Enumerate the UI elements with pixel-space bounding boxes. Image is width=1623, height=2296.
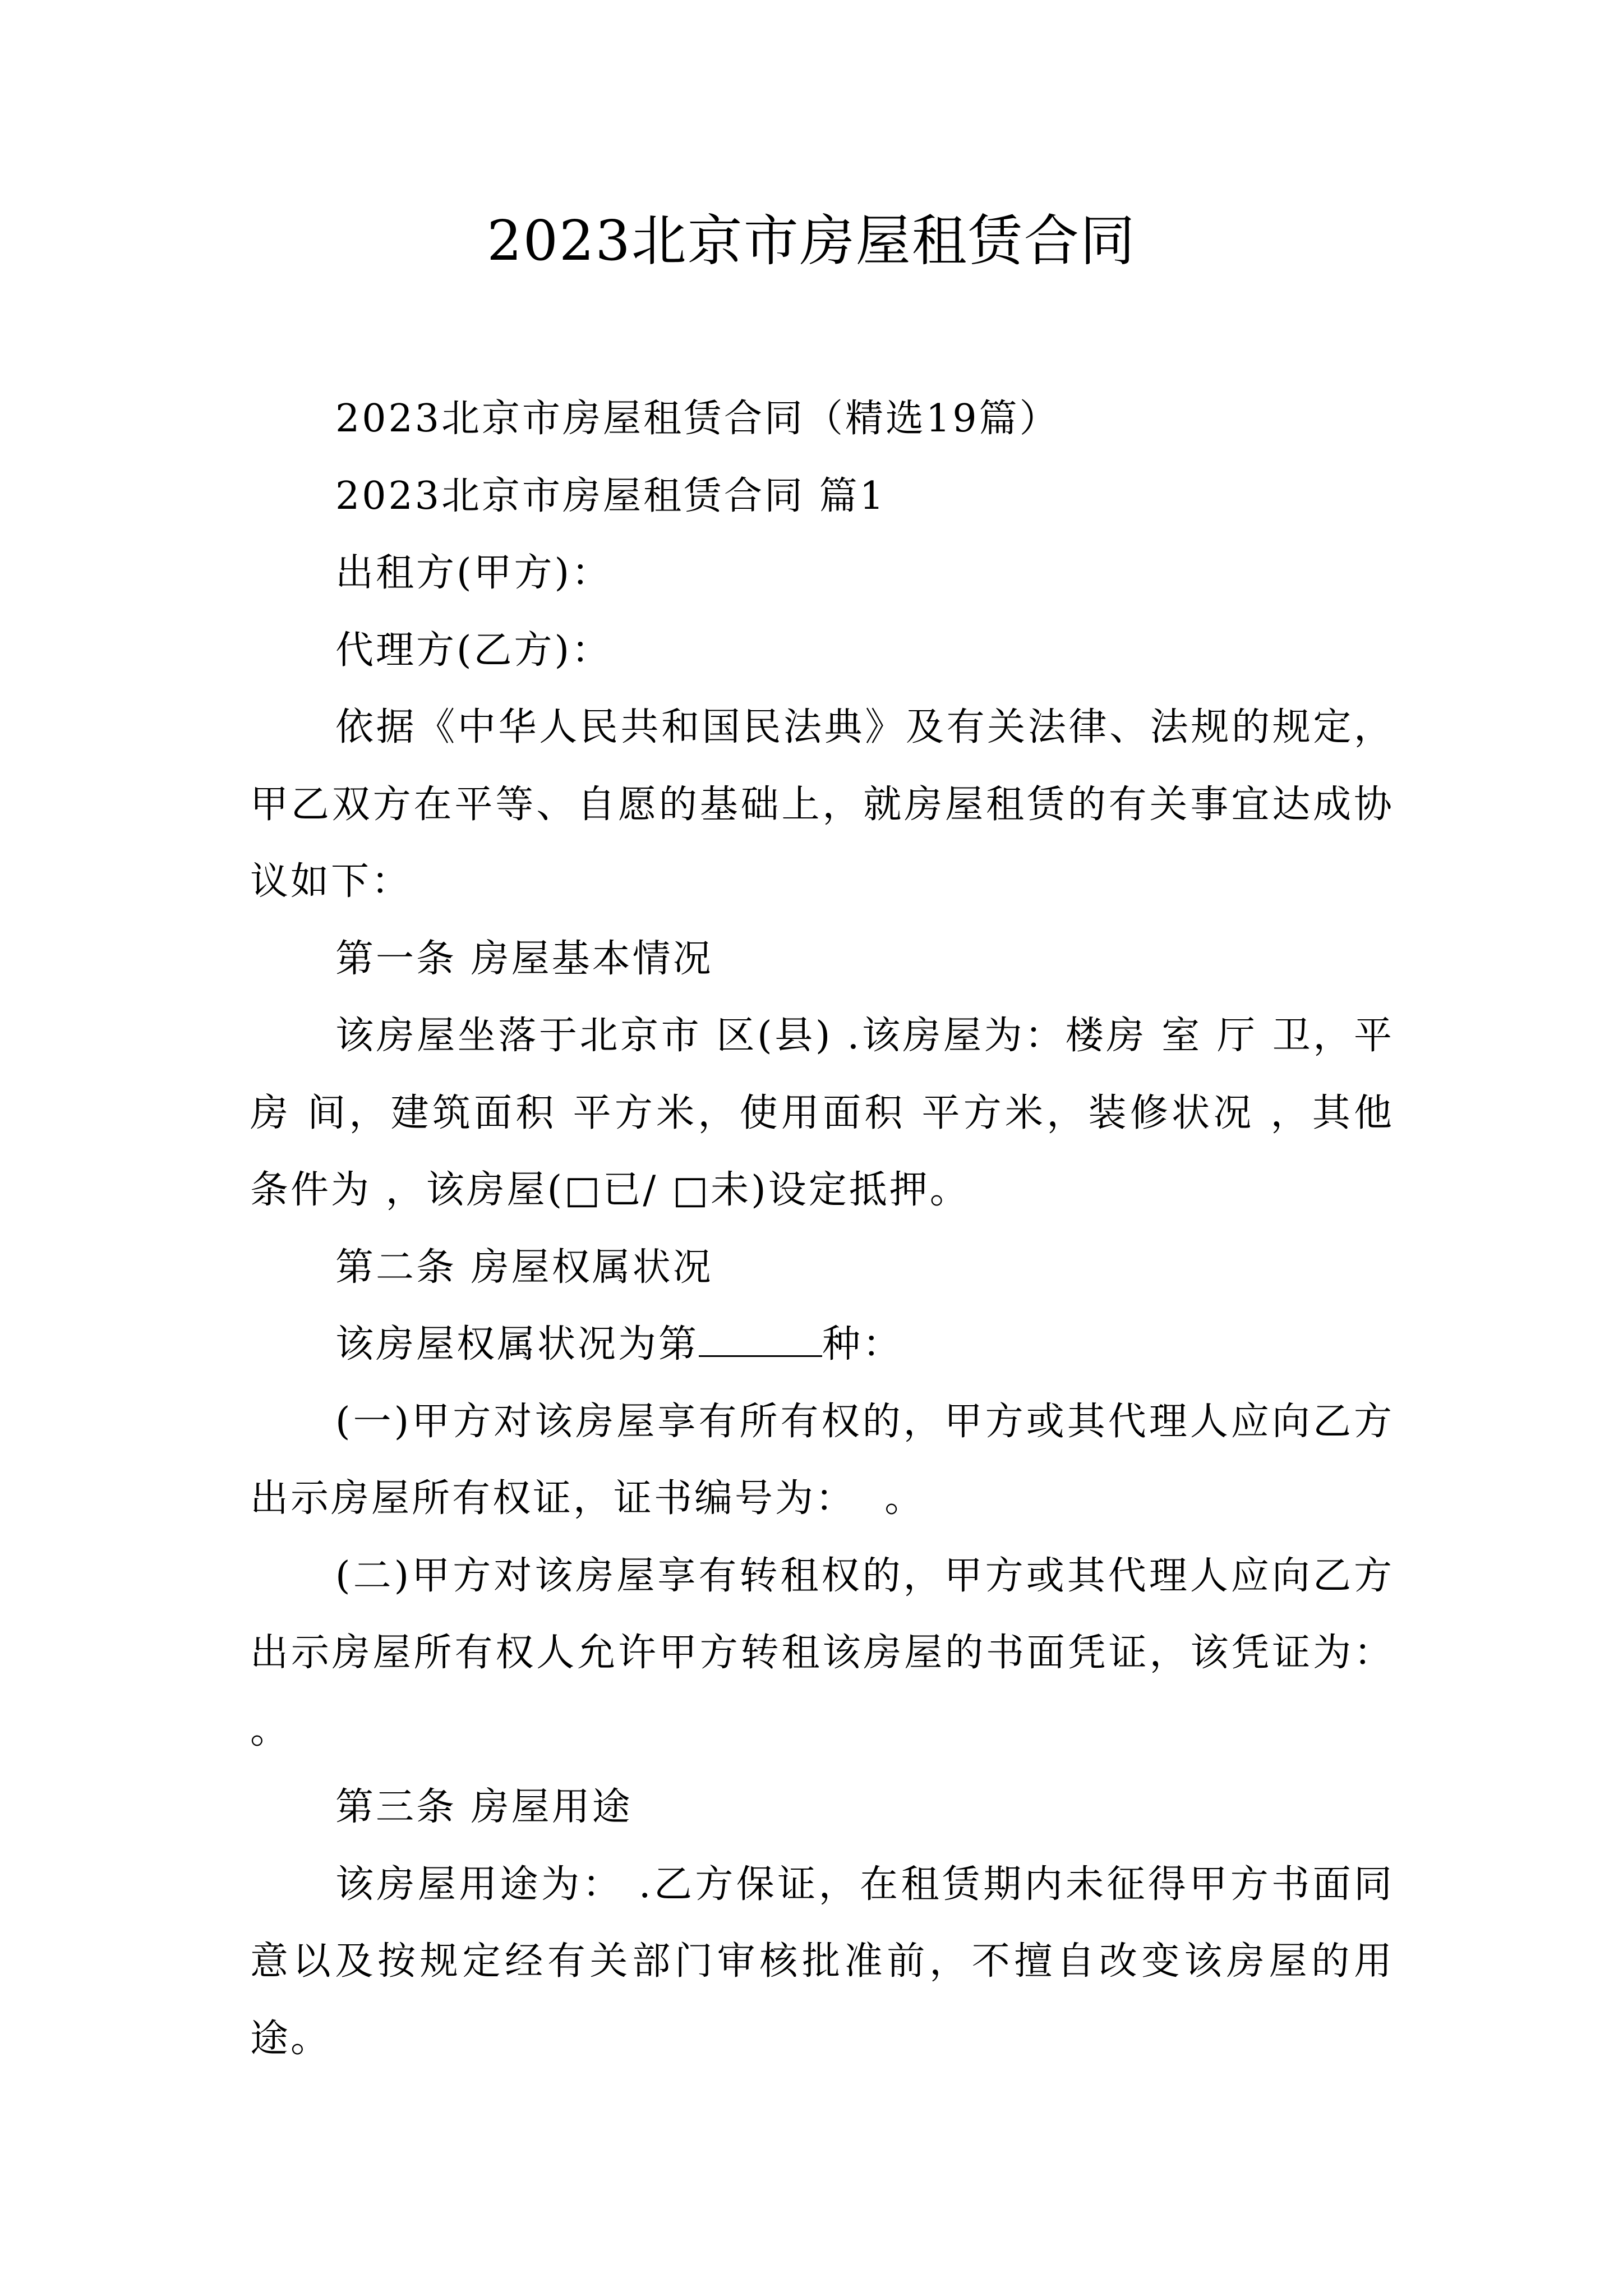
contract-heading: 2023北京市房屋租赁合同 篇1 [335,473,886,518]
lessor-line: 出租方(甲方)： [335,551,612,595]
article-2-clause-2: (二)甲方对该房屋享有转租权的，甲方或其代理人应向乙方出示房屋所有权人允许甲方转租该房屋的书面凭证，该凭证为： 。 [250,1553,1423,1752]
preamble-paragraph: 依据《中华人民共和国民法典》及有关法律、法规的规定，甲乙双方在平等、自愿的基础上，就房屋租赁的有关事宜达成协议如下： [250,705,1394,904]
document-title: 2023北京市房屋租赁合同 [487,209,1136,273]
collection-heading: 2023北京市房屋租赁合同（精选19篇） [335,397,1060,441]
article-1-body: 该房屋坐落于北京市 区(县) .该房屋为：楼房 室 厅 卫，平房 间，建筑面积 平方米，使用面积 平方米，装修状况 ，其他条件为 ，该房屋(□已/ □未)设定抵押。 [250,1014,1394,1212]
article-3-body: 该房屋用途为： .乙方保证，在租赁期内未征得甲方书面同意以及按规定经有关部门审核批准前，不擅自改变该房屋的用途。 [250,1862,1394,2061]
article-2-intro-prefix: 该房屋权属状况为第 [335,1322,699,1366]
document-body [250,380,1423,2077]
agent-line: 代理方(乙方)： [335,628,612,673]
article-3-heading: 第三条 房屋用途 [335,1785,633,1829]
article-2-intro-suffix: 种： [822,1322,903,1366]
article-1-heading: 第一条 房屋基本情况 [335,936,713,981]
article-2-heading: 第二条 房屋权属状况 [335,1245,713,1290]
article-2-clause-1: (一)甲方对该房屋享有所有权的，甲方或其代理人应向乙方出示房屋所有权证，证书编号为： 。 [250,1399,1394,1521]
fill-in-blank [699,1324,822,1357]
article-2-intro [250,1306,1394,1383]
